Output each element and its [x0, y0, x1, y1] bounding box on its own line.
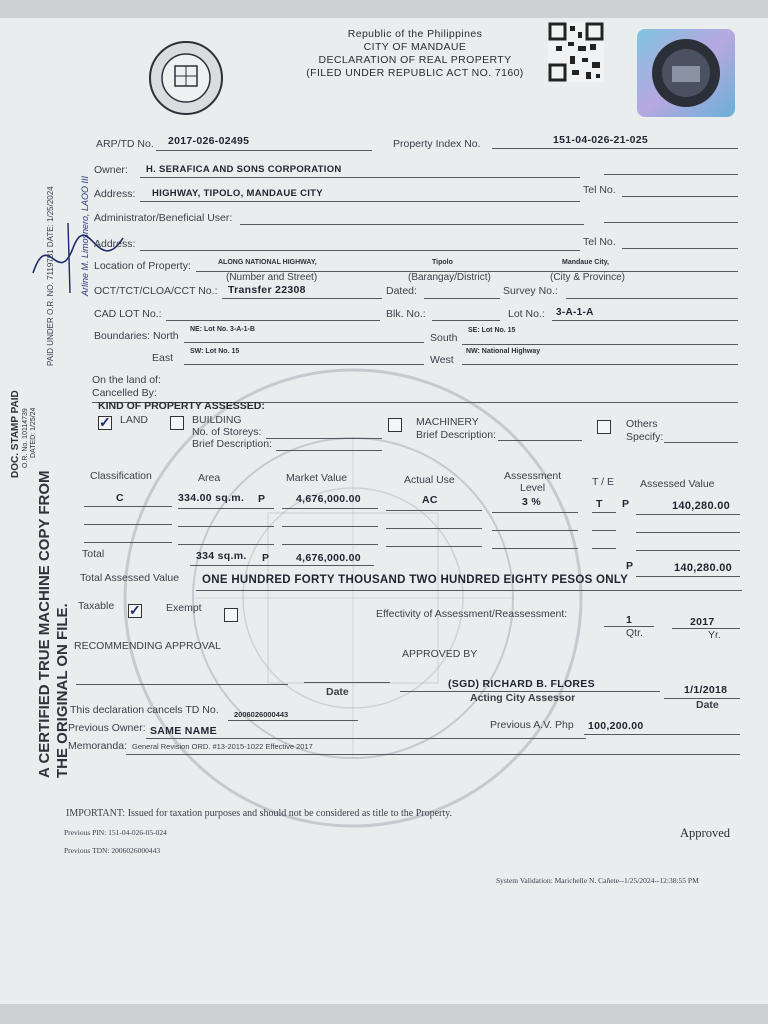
location-city: Mandaue City, [562, 259, 609, 266]
taxable-label: Taxable [78, 600, 115, 612]
total-area: 334 sq.m. [196, 550, 247, 562]
oct-label: OCT/TCT/CLOA/CCT No.: [94, 285, 218, 297]
row-peso2: P [622, 498, 630, 510]
total-assessed-words: ONE HUNDRED FORTY THOUSAND TWO HUNDRED EIGHTY PESOS ONLY [202, 574, 629, 586]
previous-pin: Previous PIN: 151-04-026-05-024 [64, 828, 167, 837]
building-label: BUILDING [192, 414, 242, 426]
col-area: Area [198, 472, 221, 484]
doc-stamp-dated: DATED: 1/25/24 [30, 407, 37, 458]
north-value: NE: Lot No. 3-A-1-B [190, 326, 255, 333]
row-level: 3 % [522, 496, 541, 508]
row-market-value: 4,676,000.00 [296, 493, 361, 505]
certified-copy-line2: THE ORIGINAL ON FILE. [54, 603, 71, 778]
row-te: T [596, 498, 603, 510]
brief-description-2: Brief Description: [416, 429, 496, 441]
watermark-seal [118, 363, 588, 833]
col-classification: Classification [90, 470, 152, 482]
survey-label: Survey No.: [503, 285, 558, 297]
sub-city: (City & Province) [550, 272, 626, 283]
owner-label: Owner: [94, 164, 128, 176]
others-checkbox[interactable] [597, 420, 611, 434]
header-declaration: DECLARATION OF REAL PROPERTY [318, 54, 512, 66]
lot-value: 3-A-1-A [556, 307, 594, 318]
total-peso2: P [626, 560, 634, 572]
kind-title: KIND OF PROPERTY ASSESSED: [98, 400, 265, 412]
memoranda-value: General Revision ORD. #13-2015-1022 Effective 2017 [132, 742, 313, 751]
previous-av-label: Previous A.V. Php [490, 719, 574, 731]
taxable-check-mark: ✓ [129, 602, 141, 618]
row-actual-use: AC [422, 494, 438, 506]
total-assessed-value: 140,280.00 [674, 562, 733, 574]
col-market-value: Market Value [286, 472, 348, 484]
machinery-label: MACHINERY [416, 416, 479, 428]
signatory-title: Acting City Assessor [470, 692, 576, 704]
blk-label: Blk. No.: [386, 308, 426, 320]
brief-description-1: Brief Description: [192, 438, 272, 450]
east-label: East [152, 352, 174, 364]
year-label: Yr. [708, 629, 721, 641]
location-label: Location of Property: [94, 260, 191, 272]
system-validation: System Validation: Marichelle N. Cañete--1/25/2024--12:38:55 PM [496, 876, 699, 885]
effectivity-label: Effectivity of Assessment/Reassessment: [376, 608, 568, 620]
handwritten-officer: Arline M. Limosnero, LAOO III [80, 175, 90, 296]
admin-label: Administrator/Beneficial User: [94, 212, 233, 224]
total-assessed-label: Total Assessed Value [80, 572, 180, 584]
recommend-date-label: Date [326, 686, 349, 698]
others-label: Others [626, 418, 658, 430]
header-city: CITY OF MANDAUE [363, 41, 467, 53]
col-te: T / E [592, 476, 614, 488]
doc-stamp-or: O.R. No. 10114739 [22, 408, 29, 468]
previous-owner-value: SAME NAME [150, 725, 217, 737]
total-peso: P [262, 552, 270, 564]
storeys-label: No. of Storeys: [192, 426, 262, 438]
west-label: West [430, 354, 454, 366]
land-check-mark: ✓ [99, 414, 111, 430]
previous-owner-label: Previous Owner: [68, 722, 146, 734]
dated-label: Dated: [386, 285, 417, 297]
cancels-value: 2006026000443 [234, 710, 289, 719]
important-note: IMPORTANT: Issued for taxation purposes and should not be considered as title to the Property. [66, 808, 452, 819]
cancelled-label: Cancelled By: [92, 387, 157, 399]
approve-date: 1/1/2018 [684, 684, 728, 696]
south-label: South [430, 332, 458, 344]
pin-value: 151-04-026-21-025 [553, 134, 649, 146]
address-value: HIGHWAY, TIPOLO, MANDAUE CITY [152, 188, 323, 199]
cancels-label: This declaration cancels TD No. [70, 704, 219, 716]
exempt-label: Exempt [166, 602, 202, 614]
certified-copy-line1: A CERTIFIED TRUE MACHINE COPY FROM [36, 470, 53, 778]
row-peso: P [258, 493, 266, 505]
arp-label: ARP/TD No. [96, 138, 154, 150]
building-checkbox[interactable] [170, 416, 184, 430]
cad-label: CAD LOT No.: [94, 308, 162, 320]
land-of-label: On the land of: [92, 374, 161, 386]
approved-by-label: APPROVED BY [402, 648, 478, 660]
hologram-seal-icon [636, 28, 736, 118]
sub-barangay: (Barangay/District) [408, 272, 491, 283]
col-assessment: Assessment [504, 470, 562, 482]
oct-value: Transfer 22308 [228, 284, 306, 296]
qr-code-icon [548, 22, 604, 82]
col-level: Level [520, 482, 546, 494]
approve-date-label: Date [696, 699, 719, 711]
tel2-label: Tel No. [583, 236, 616, 248]
east-value: SW: Lot No. 15 [190, 348, 240, 355]
approved-stamp: Approved [680, 826, 730, 840]
boundaries-north-label: Boundaries: North [94, 330, 179, 342]
land-label: LAND [120, 414, 149, 426]
row-classification: C [116, 492, 124, 504]
col-actual-use: Actual Use [404, 474, 455, 486]
year-value: 2017 [690, 616, 715, 628]
address-label: Address: [94, 188, 136, 200]
row-assessed-value: 140,280.00 [672, 500, 731, 512]
signatory-name: (SGD) RICHARD B. FLORES [448, 678, 595, 690]
location-street: ALONG NATIONAL HIGHWAY, [218, 259, 317, 266]
quarter-label: Qtr. [626, 627, 643, 639]
pin-label: Property Index No. [393, 138, 481, 150]
recommending-label: RECOMMENDING APPROVAL [74, 640, 221, 652]
tel-label: Tel No. [583, 184, 616, 196]
exempt-checkbox[interactable] [224, 608, 238, 622]
arp-value: 2017-026-02495 [168, 135, 250, 147]
previous-av-value: 100,200.00 [588, 720, 644, 732]
south-value: SE: Lot No. 15 [468, 327, 516, 334]
paid-under-or: PAID UNDER O.R. NO. 7119781 DATE: 1/25/2024 [46, 186, 55, 366]
row-area: 334.00 sq.m. [178, 492, 245, 504]
quarter-value: 1 [626, 614, 633, 626]
west-value: NW: National Highway [466, 348, 541, 355]
header-republic: Republic of the Philippines [347, 28, 483, 40]
city-seal-icon [148, 40, 224, 116]
doc-stamp-paid: DOC. STAMP PAID [10, 390, 21, 478]
document-sheet [0, 18, 768, 1004]
specify-label: Specify: [626, 431, 664, 443]
lot-label: Lot No.: [508, 308, 545, 320]
address2-label: Address: [94, 238, 136, 250]
total-market-value: 4,676,000.00 [296, 552, 361, 564]
col-assessed-value: Assessed Value [640, 478, 715, 490]
header-filed-under: (FILED UNDER REPUBLIC ACT NO. 7160) [306, 67, 524, 79]
total-label: Total [82, 548, 105, 560]
location-barangay: Tipolo [432, 259, 453, 266]
memoranda-label: Memoranda: [68, 740, 127, 752]
owner-value: H. SERAFICA AND SONS CORPORATION [146, 164, 342, 175]
previous-tdn: Previous TDN: 2006026000443 [64, 846, 161, 855]
machinery-checkbox[interactable] [388, 418, 402, 432]
sub-street: (Number and Street) [226, 272, 318, 283]
